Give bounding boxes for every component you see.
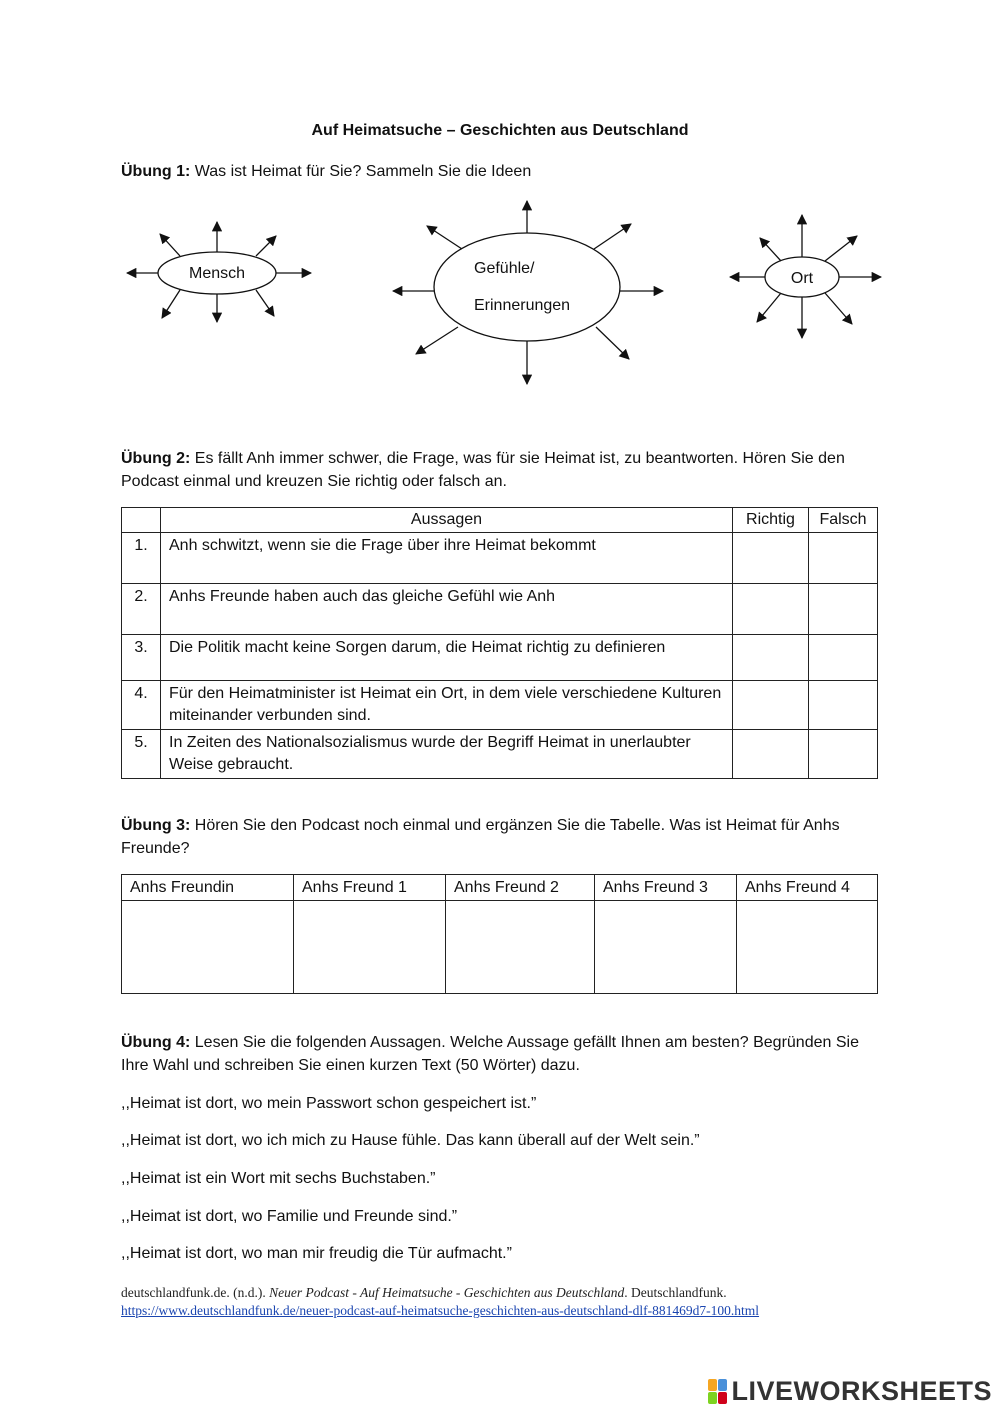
row-number: 1. <box>122 533 161 584</box>
table-row <box>122 635 878 681</box>
falsch-answer-cell[interactable] <box>809 681 878 730</box>
true-false-table <box>121 507 878 779</box>
freund-2-answer-cell[interactable] <box>446 901 595 994</box>
exercise-1-text: Was ist Heimat für Sie? Sammeln Sie die Ideen <box>190 163 532 180</box>
exercise-4-label: Übung 4: <box>121 1034 191 1051</box>
header-freundin: Anhs Freundin <box>122 875 294 901</box>
header-freund-4: Anhs Freund 4 <box>737 875 878 901</box>
row-number: 5. <box>122 730 161 779</box>
header-freund-3: Anhs Freund 3 <box>595 875 737 901</box>
ort-label: Ort <box>790 270 814 287</box>
table-row <box>122 681 878 730</box>
falsch-answer-cell[interactable] <box>809 730 878 779</box>
friends-answer-row <box>122 901 878 994</box>
falsch-answer-cell[interactable] <box>809 533 878 584</box>
mensch-label: Mensch <box>188 265 246 282</box>
exercise-1-label: Übung 1: <box>121 163 191 180</box>
quote-item: ,,Heimat ist dort, wo Familie und Freunde sind.” <box>121 1208 458 1225</box>
row-statement: Anh schwitzt, wenn sie die Frage über ihre Heimat bekommt <box>161 533 733 584</box>
quote-item: ,,Heimat ist dort, wo mein Passwort schon gespeichert ist.” <box>121 1095 537 1112</box>
mind-map <box>0 190 1000 400</box>
header-falsch: Falsch <box>809 508 878 533</box>
richtig-answer-cell[interactable] <box>733 584 809 635</box>
exercise-4-instruction <box>121 1031 881 1077</box>
header-freund-1: Anhs Freund 1 <box>294 875 446 901</box>
friends-header-row <box>122 875 878 901</box>
richtig-answer-cell[interactable] <box>733 681 809 730</box>
table-row <box>122 533 878 584</box>
table-row <box>122 584 878 635</box>
exercise-2-instruction <box>121 447 881 493</box>
row-statement: In Zeiten des Nationalsozialismus wurde der Begriff Heimat in unerlaubter Weise gebraucht. <box>161 730 733 779</box>
citation-work: Neuer Podcast - Auf Heimatsuche - Geschichten aus Deutschland <box>269 1285 625 1300</box>
falsch-answer-cell[interactable] <box>809 635 878 681</box>
exercise-4-text: Lesen Sie die folgenden Aussagen. Welche Aussage gefällt Ihnen am besten? Begründen Sie Ihre Wahl und schreiben Sie einen kurzen Text (50 Wörter) dazu. <box>121 1034 859 1074</box>
citation-link[interactable]: https://www.deutschlandfunk.de/neuer-podcast-auf-heimatsuche-geschichten-aus-deutschland-dlf-881469d7-100.html <box>121 1303 760 1318</box>
exercise-3-text: Hören Sie den Podcast noch einmal und ergänzen Sie die Tabelle. Was ist Heimat für Anhs Freunde? <box>121 817 840 857</box>
header-freund-2: Anhs Freund 2 <box>446 875 595 901</box>
freundin-answer-cell[interactable] <box>122 901 294 994</box>
exercise-2-text: Es fällt Anh immer schwer, die Frage, was für sie Heimat ist, zu beantworten. Hören Sie den Podcast einmal und kreuzen Sie richtig oder falsch an. <box>121 450 845 490</box>
row-number: 2. <box>122 584 161 635</box>
exercise-3-instruction <box>121 814 881 860</box>
freund-3-answer-cell[interactable] <box>595 901 737 994</box>
richtig-answer-cell[interactable] <box>733 533 809 584</box>
brand-name: LIVEWORKSHEETS <box>731 1376 992 1406</box>
quote-item: ,,Heimat ist dort, wo man mir freudig die Tür aufmacht.” <box>121 1245 512 1262</box>
exercise-2-label: Übung 2: <box>121 450 191 467</box>
quote-item: ,,Heimat ist dort, wo ich mich zu Hause fühle. Das kann überall auf der Welt sein.” <box>121 1132 700 1149</box>
header-num <box>122 508 161 533</box>
table-header-row <box>122 508 878 533</box>
header-aussagen: Aussagen <box>161 508 733 533</box>
table-row <box>122 730 878 779</box>
row-statement: Die Politik macht keine Sorgen darum, die Heimat richtig zu definieren <box>161 635 733 681</box>
richtig-answer-cell[interactable] <box>733 730 809 779</box>
row-statement: Für den Heimatminister ist Heimat ein Ort, in dem viele verschiedene Kulturen miteinander verbunden sind. <box>161 681 733 730</box>
citation-publisher: . Deutschlandfunk. <box>624 1285 727 1300</box>
exercise-1-instruction <box>121 160 881 183</box>
friends-table <box>121 874 878 994</box>
citation-source: deutschlandfunk.de. (n.d.). <box>121 1285 270 1300</box>
exercise-3-label: Übung 3: <box>121 817 191 834</box>
freund-1-answer-cell[interactable] <box>294 901 446 994</box>
richtig-answer-cell[interactable] <box>733 635 809 681</box>
brand-logo <box>708 1376 992 1407</box>
erinnerungen-label: Erinnerungen <box>474 297 571 314</box>
row-number: 3. <box>122 635 161 681</box>
page-title: Auf Heimatsuche – Geschichten aus Deutschland <box>311 122 689 139</box>
header-richtig: Richtig <box>733 508 809 533</box>
row-statement: Anhs Freunde haben auch das gleiche Gefühl wie Anh <box>161 584 733 635</box>
freund-4-answer-cell[interactable] <box>737 901 878 994</box>
row-number: 4. <box>122 681 161 730</box>
falsch-answer-cell[interactable] <box>809 584 878 635</box>
liveworksheets-logo-icon <box>708 1379 728 1405</box>
gefuehle-bubble <box>434 233 620 341</box>
quote-item: ,,Heimat ist ein Wort mit sechs Buchstaben.” <box>121 1170 436 1187</box>
gefuehle-label: Gefühle/ <box>474 260 535 277</box>
citation <box>121 1284 759 1320</box>
